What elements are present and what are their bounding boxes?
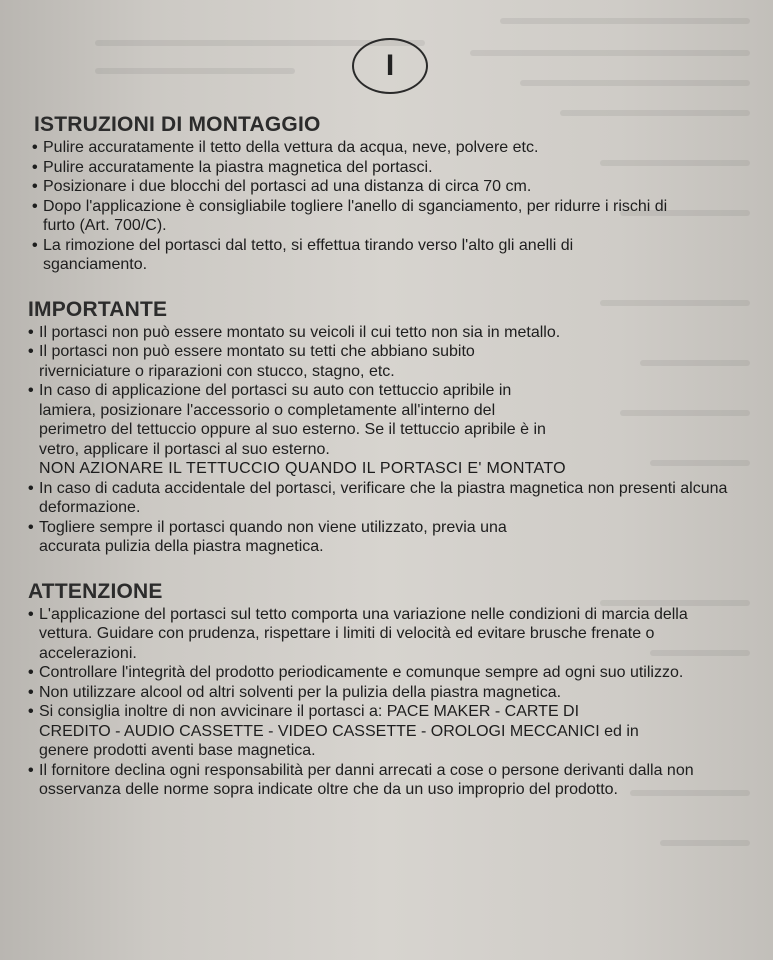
- list-item: • Si consiglia inoltre di non avvicinare il portasci a: PACE MAKER - CARTE DI CREDITO - AUDIO CASSETTE - VIDEO CASSETTE - OROLOGI MECCANICI ed in genere prodotti aventi base magnetica.: [28, 703, 639, 759]
- list-item: • Togliere sempre il portasci quando non viene utilizzato, previa una accurata pulizia della piastra magnetica.: [28, 518, 507, 555]
- list-item: • Il portasci non può essere montato su tetti che abbiano subito riverniciature o riparazioni con stucco, stagno, etc.: [28, 343, 475, 380]
- list-item: • Pulire accuratamente la piastra magnetica del portasci.: [32, 158, 433, 176]
- bullet-icon: •: [28, 518, 34, 536]
- list-item: • La rimozione del portasci dal tetto, si effettua tirando verso l'alto gli anelli di sganciamento.: [32, 236, 574, 273]
- bullet-icon: •: [28, 664, 34, 681]
- bullet-icon: •: [28, 343, 34, 360]
- bullet-icon: •: [32, 236, 38, 254]
- bullet-icon: •: [28, 683, 34, 701]
- list-item: • Non utilizzare alcool od altri solventi per la pulizia della piastra magnetica.: [28, 683, 562, 701]
- list-item: • Il portasci non può essere montato su veicoli il cui tetto non sia in metallo.: [28, 323, 561, 341]
- bullet-icon: •: [28, 323, 34, 341]
- bullet-icon: •: [28, 761, 34, 779]
- bullet-icon: •: [32, 139, 38, 156]
- section-attenzione: [28, 579, 758, 800]
- bullet-icon: •: [32, 158, 38, 176]
- list-item: • Il fornitore declina ogni responsabilità per danni arrecati a cose o persone derivanti dalla non osservanza delle norme sopra indicate oltre che da un uso improprio del prodotto.: [28, 761, 694, 798]
- list-item: • Dopo l'applicazione è consigliabile togliere l'anello di sganciamento, per ridurre i rischi di furto (Art. 700/C).: [32, 197, 668, 234]
- list-item: • Posizionare i due blocchi del portasci ad una distanza di circa 70 cm.: [32, 178, 532, 195]
- section-heading: ISTRUZIONI DI MONTAGGIO: [34, 113, 321, 136]
- bullet-icon: •: [28, 382, 34, 399]
- list-item: • Controllare l'integrità del prodotto periodicamente e comunque sempre ad ogni suo utilizzo.: [28, 664, 684, 681]
- bullet-icon: •: [28, 605, 34, 623]
- list-item: • In caso di applicazione del portasci su auto con tettuccio apribile in lamiera, posizionare l'accessorio o completamente all'interno del perimetro del tettuccio oppure al suo esterno. Se il tettuccio apribile è in vetro, applicare il portasci al suo esterno.: [28, 382, 546, 458]
- bullet-icon: •: [28, 479, 34, 497]
- language-badge: I: [352, 38, 428, 94]
- bullet-icon: •: [28, 703, 34, 720]
- warning-caps-note: NON AZIONARE IL TETTUCCIO QUANDO IL PORTASCI E' MONTATO: [39, 460, 566, 477]
- list-item: • Pulire accuratamente il tetto della vettura da acqua, neve, polvere etc.: [32, 139, 539, 156]
- bullet-icon: •: [32, 197, 38, 215]
- bullet-icon: •: [32, 178, 38, 195]
- list-item: • In caso di caduta accidentale del portasci, verificare che la piastra magnetica non presenti alcuna deformazione.: [28, 479, 728, 516]
- section-istruzioni-montaggio: [28, 112, 758, 275]
- section-heading: ATTENZIONE: [28, 579, 163, 603]
- section-heading: IMPORTANTE: [28, 297, 168, 321]
- list-item: • L'applicazione del portasci sul tetto comporta una variazione nelle condizioni di marcia della vettura. Guidare con prudenza, rispettare i limiti di velocità ed evitare brusche frenate o accelerazioni.: [28, 605, 688, 662]
- section-importante: [28, 297, 758, 557]
- instructions-content: [28, 112, 758, 822]
